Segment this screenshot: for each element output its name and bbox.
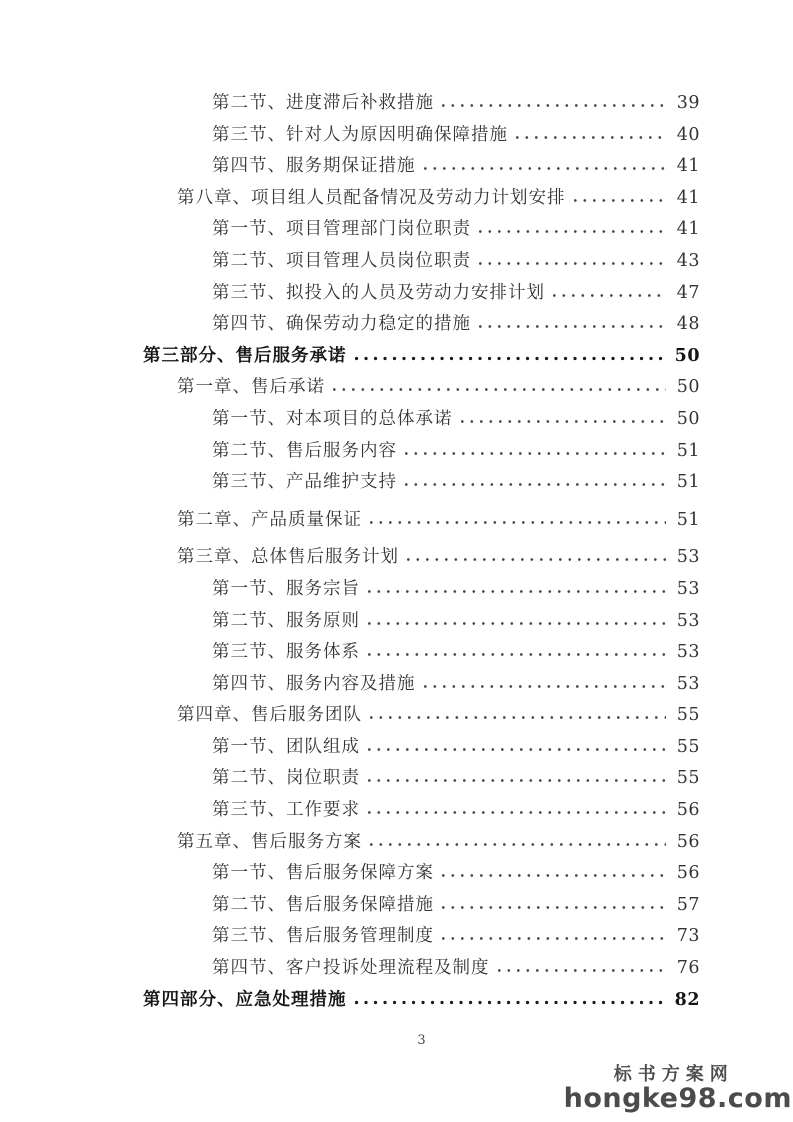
toc-entry-label: 第一节、售后服务保障方案: [212, 863, 434, 884]
dot-leader: [479, 324, 666, 329]
toc-entry[interactable]: [143, 985, 700, 1017]
toc-entry[interactable]: [143, 467, 700, 499]
dot-leader: [370, 520, 666, 525]
toc-entry-page: 56: [676, 800, 700, 821]
toc-entry-page: 55: [676, 736, 700, 757]
toc-entry[interactable]: [143, 795, 700, 827]
toc-entry-page: 51: [676, 440, 700, 461]
toc-entry-label: 第四节、确保劳动力稳定的措施: [212, 314, 471, 335]
dot-leader: [368, 621, 666, 626]
toc-entry-label: 第四节、客户投诉处理流程及制度: [212, 958, 490, 979]
toc-entry-page: 48: [676, 314, 700, 335]
toc-entry-page: 43: [676, 250, 700, 271]
table-of-contents: [143, 88, 700, 1016]
toc-entry-page: 53: [676, 610, 700, 631]
toc-entry-page: 55: [676, 705, 700, 726]
toc-entry[interactable]: [143, 505, 700, 537]
toc-entry[interactable]: [143, 669, 700, 701]
toc-entry-label: 第二节、售后服务内容: [212, 440, 397, 461]
toc-entry-page: 53: [676, 547, 700, 568]
toc-entry[interactable]: [143, 953, 700, 985]
toc-entry-label: 第三节、售后服务管理制度: [212, 926, 434, 947]
dot-leader: [516, 135, 666, 140]
toc-entry-label: 第一节、服务宗旨: [212, 578, 360, 599]
toc-entry-label: 第三部分、售后服务承诺: [143, 345, 347, 366]
dot-leader: [370, 842, 666, 847]
toc-entry-page: 56: [676, 831, 700, 852]
toc-entry-label: 第四节、服务内容及措施: [212, 673, 416, 694]
toc-entry-page: 41: [676, 219, 700, 240]
dot-leader: [461, 419, 667, 424]
toc-entry[interactable]: [143, 183, 700, 215]
dot-leader: [405, 482, 666, 487]
dot-leader: [368, 589, 666, 594]
dot-leader: [368, 810, 666, 815]
toc-entry-label: 第三节、服务体系: [212, 642, 360, 663]
toc-entry-page: 40: [676, 124, 700, 145]
toc-entry-page: 47: [676, 282, 700, 303]
dot-leader: [479, 229, 666, 234]
watermark-site-name: 标书方案网: [613, 1063, 734, 1085]
dot-leader: [479, 261, 666, 266]
toc-entry-label: 第五章、售后服务方案: [177, 831, 362, 852]
dot-leader: [355, 356, 667, 361]
toc-entry-page: 50: [676, 377, 700, 398]
watermark-site-url: hongke98.com: [563, 1082, 792, 1114]
dot-leader: [368, 747, 666, 752]
toc-entry-label: 第二节、项目管理人员岗位职责: [212, 250, 471, 271]
toc-entry-label: 第二节、售后服务保障措施: [212, 894, 434, 915]
dot-leader: [407, 557, 666, 562]
dot-leader: [442, 103, 666, 108]
toc-entry[interactable]: [143, 858, 700, 890]
toc-entry-label: 第二章、产品质量保证: [177, 509, 362, 530]
toc-entry-label: 第四节、服务期保证措施: [212, 156, 416, 177]
toc-entry-page: 55: [676, 768, 700, 789]
toc-entry-page: 82: [674, 989, 700, 1010]
toc-entry[interactable]: [143, 151, 700, 183]
dot-leader: [553, 293, 666, 298]
toc-entry-page: 51: [676, 509, 700, 530]
toc-entry-page: 53: [676, 673, 700, 694]
dot-leader: [333, 387, 666, 392]
toc-entry-label: 第四部分、应急处理措施: [143, 989, 347, 1010]
toc-entry[interactable]: [143, 637, 700, 669]
toc-entry[interactable]: [143, 436, 700, 468]
toc-entry-label: 第一节、项目管理部门岗位职责: [212, 219, 471, 240]
toc-entry-label: 第三节、针对人为原因明确保障措施: [212, 124, 508, 145]
toc-entry-page: 41: [676, 187, 700, 208]
toc-entry-page: 56: [676, 863, 700, 884]
toc-entry[interactable]: [143, 763, 700, 795]
toc-entry-page: 41: [676, 156, 700, 177]
page-number: 3: [417, 1033, 426, 1048]
toc-entry-label: 第三节、工作要求: [212, 800, 360, 821]
toc-entry[interactable]: [143, 404, 700, 436]
toc-entry[interactable]: [143, 921, 700, 953]
dot-leader: [442, 905, 666, 910]
toc-entry-page: 53: [676, 578, 700, 599]
toc-entry[interactable]: [143, 542, 700, 574]
dot-leader: [574, 198, 667, 203]
toc-entry[interactable]: [143, 700, 700, 732]
dot-leader: [405, 451, 666, 456]
toc-entry[interactable]: [143, 890, 700, 922]
toc-entry-label: 第三节、拟投入的人员及劳动力安排计划: [212, 282, 545, 303]
toc-entry[interactable]: [143, 827, 700, 859]
dot-leader: [442, 936, 666, 941]
dot-leader: [424, 166, 667, 171]
toc-entry[interactable]: [143, 341, 700, 373]
toc-entry-label: 第四章、售后服务团队: [177, 705, 362, 726]
toc-entry-page: 76: [676, 958, 700, 979]
toc-entry-page: 39: [676, 93, 700, 113]
toc-entry-label: 第三节、产品维护支持: [212, 472, 397, 493]
toc-entry-label: 第一章、售后承诺: [177, 377, 325, 398]
toc-entry-page: 73: [676, 926, 700, 947]
toc-entry[interactable]: [143, 574, 700, 606]
toc-entry[interactable]: [143, 214, 700, 246]
toc-entry-label: 第八章、项目组人员配备情况及劳动力计划安排: [177, 187, 566, 208]
toc-entry-label: 第二节、进度滞后补救措施: [212, 93, 434, 113]
toc-entry-page: 50: [676, 408, 700, 429]
toc-entry[interactable]: [143, 246, 700, 278]
dot-leader: [368, 652, 666, 657]
toc-entry[interactable]: [143, 372, 700, 404]
toc-entry-label: 第二节、服务原则: [212, 610, 360, 631]
toc-entry-label: 第一节、对本项目的总体承诺: [212, 408, 453, 429]
toc-entry[interactable]: [143, 606, 700, 638]
toc-entry[interactable]: [143, 732, 700, 764]
dot-leader: [498, 968, 667, 973]
toc-entry[interactable]: [143, 278, 700, 310]
dot-leader: [442, 873, 666, 878]
dot-leader: [368, 778, 666, 783]
toc-entry-label: 第二节、岗位职责: [212, 768, 360, 789]
toc-entry-page: 50: [674, 345, 700, 366]
toc-entry-label: 第一节、团队组成: [212, 736, 360, 757]
toc-entry-page: 53: [676, 642, 700, 663]
toc-entry[interactable]: [143, 88, 700, 120]
toc-entry-label: 第三章、总体售后服务计划: [177, 547, 399, 568]
toc-entry-page: 51: [676, 472, 700, 493]
toc-entry[interactable]: [143, 309, 700, 341]
dot-leader: [424, 684, 667, 689]
toc-entry[interactable]: [143, 120, 700, 152]
watermark-logo: [563, 1063, 792, 1114]
dot-leader: [355, 1000, 667, 1005]
dot-leader: [370, 715, 666, 720]
toc-entry-page: 57: [676, 894, 700, 915]
